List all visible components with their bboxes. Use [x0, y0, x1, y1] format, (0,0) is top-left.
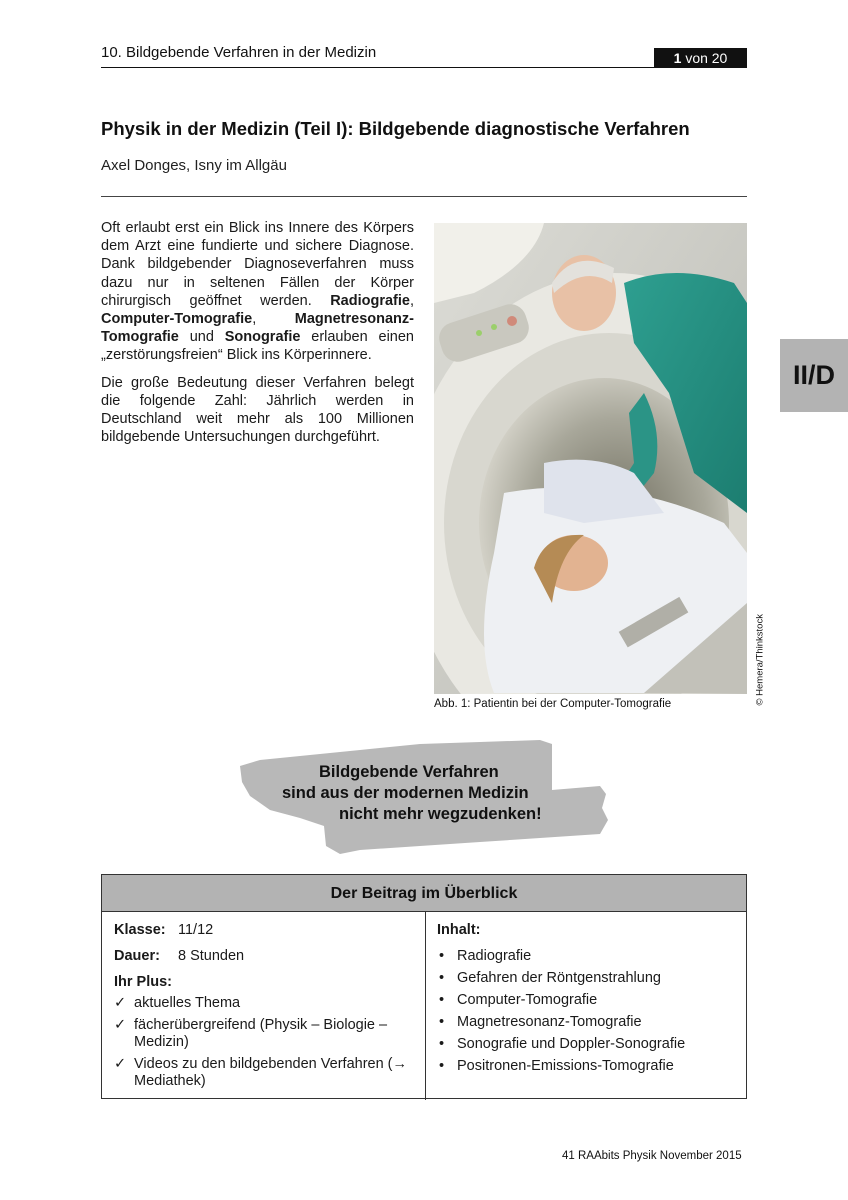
klasse-value: 11/12	[178, 922, 214, 938]
sep: ,	[252, 311, 295, 328]
plus-item-text: aktuelles Thema	[134, 995, 241, 1011]
overview-left-column	[114, 921, 414, 1095]
list-item	[437, 1011, 737, 1033]
checkmark-icon: ✓	[114, 1055, 127, 1072]
list-item	[437, 1033, 737, 1055]
document-title: Physik in der Medizin (Teil I): Bildgebende diagnostische Verfahren	[101, 118, 690, 139]
ct-scan-photo	[434, 223, 747, 694]
content-label: Inhalt:	[437, 922, 481, 938]
bullet-icon: •	[439, 1058, 445, 1074]
list-item	[437, 989, 737, 1011]
overview-right-column	[437, 921, 737, 1077]
checkmark-icon: ✓	[114, 995, 127, 1011]
page-total: von 20	[685, 50, 728, 66]
header-rule	[101, 67, 747, 68]
author-line: Axel Donges, Isny im Allgäu	[101, 157, 287, 174]
klasse-row	[114, 921, 414, 947]
list-item	[114, 1056, 414, 1091]
page-current: 1	[673, 50, 682, 66]
content-item-text: Sonografie und Doppler-Sonografie	[457, 1036, 686, 1052]
term-sonografie: Sonografie	[224, 329, 301, 346]
bullet-icon: •	[439, 1014, 445, 1030]
plus-label: Ihr Plus:	[114, 974, 173, 990]
slogan-line-3: nicht mehr wegzudenken!	[339, 805, 542, 823]
term-radiografie: Radiografie	[330, 292, 410, 309]
plus-list	[114, 995, 414, 1091]
list-item	[114, 995, 414, 1013]
term-mrt: Magnetresonanz-Tomografie	[101, 311, 414, 346]
checkmark-icon: ✓	[114, 1016, 127, 1033]
photo-caption: Abb. 1: Patientin bei der Computer-Tomografie	[434, 698, 672, 710]
overview-header: Der Beitrag im Überblick	[102, 875, 746, 912]
content-item-text: Positronen-Emissions-Tomografie	[457, 1058, 674, 1074]
section-title: 10. Bildgebende Verfahren in der Medizin	[101, 44, 377, 61]
list-item	[437, 967, 737, 989]
bullet-icon: •	[439, 948, 445, 964]
list-item	[437, 945, 737, 967]
content-list	[437, 945, 737, 1077]
page-footer: 41 RAAbits Physik November 2015	[562, 1150, 742, 1162]
dauer-row	[114, 947, 414, 973]
intro-paragraph-2: Die große Bedeutung dieser Verfahren belegt die folgende Zahl: Jährlich werden in Deutschland weit mehr als 100 Millionen bildgebende Untersuchungen durchgeführt.	[101, 374, 414, 446]
chapter-tab: II/D	[780, 339, 848, 412]
list-item	[437, 1055, 737, 1077]
content-item-text: Radiografie	[457, 948, 532, 964]
intro-p1-text: Oft erlaubt erst ein Blick ins Innere des Körpers dem Arzt eine fundierte und sichere Diagnose. Dank bildgebender Diagnoseverfahren muss dazu nur in seltenen Fällen der Körper chirurgisch geöffnet werden.	[101, 220, 414, 309]
content-item-text: Gefahren der Röntgenstrahlung	[457, 970, 661, 986]
sep: ,	[409, 292, 414, 309]
bullet-icon: •	[439, 1036, 445, 1052]
term-ct: Computer-Tomografie	[101, 311, 253, 328]
dauer-value: 8 Stunden	[178, 948, 245, 964]
intro-p1-end: erlauben einen „zerstörungsfreien“ Blick ins Körperinnere.	[101, 329, 414, 364]
slogan-text	[255, 762, 595, 825]
page-indicator	[654, 48, 747, 68]
plus-item-text: fächerübergreifend (Physik – Biologie – Medizin)	[134, 1016, 388, 1050]
photo-credit: © Hemera/Thinkstock	[754, 614, 766, 706]
klasse-label: Klasse:	[114, 922, 166, 938]
content-item-text: Computer-Tomografie	[457, 992, 598, 1008]
list-item	[114, 1017, 414, 1052]
dauer-label: Dauer:	[114, 948, 160, 964]
title-rule	[101, 196, 747, 197]
content-item-text: Magnetresonanz-Tomografie	[457, 1014, 642, 1030]
bullet-icon: •	[439, 992, 445, 1008]
overview-divider	[425, 912, 426, 1100]
slogan-line-2: sind aus der modernen Medizin	[282, 784, 529, 802]
slogan-line-1: Bildgebende Verfahren	[319, 763, 499, 781]
bullet-icon: •	[439, 970, 445, 986]
intro-text	[101, 219, 414, 455]
plus-item-text: Videos zu den bildgebenden Verfahren (→ Mediathek)	[134, 1055, 408, 1089]
sep: und	[178, 329, 225, 346]
intro-paragraph-1	[101, 219, 414, 365]
overview-box	[101, 874, 747, 1099]
